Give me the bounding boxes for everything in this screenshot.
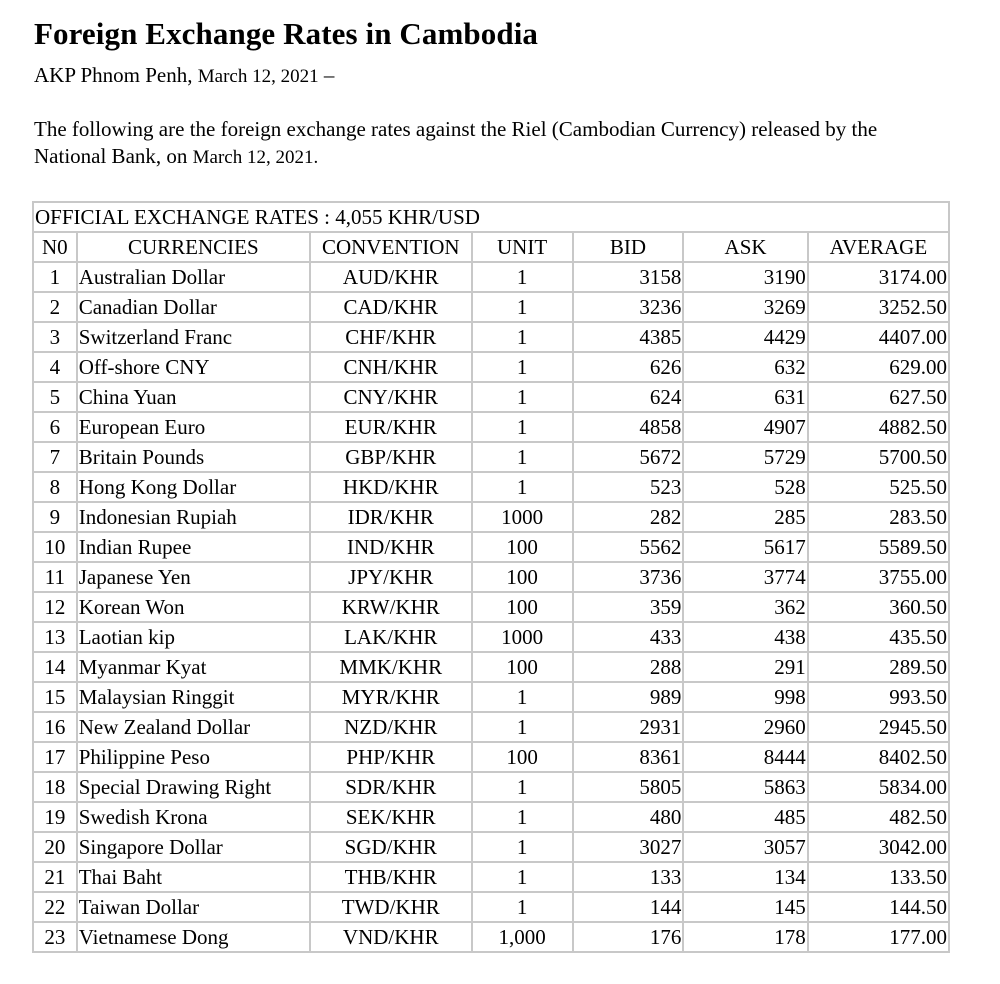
cell-currency: Special Drawing Right (77, 772, 310, 802)
cell-ask: 3190 (683, 262, 807, 292)
cell-bid: 433 (573, 622, 684, 652)
cell-convention: IDR/KHR (310, 502, 472, 532)
cell-no: 19 (33, 802, 77, 832)
table-row (33, 262, 949, 292)
cell-bid: 4385 (573, 322, 684, 352)
cell-no: 18 (33, 772, 77, 802)
cell-no: 13 (33, 622, 77, 652)
cell-currency: Australian Dollar (77, 262, 310, 292)
cell-unit: 1000 (472, 622, 573, 652)
cell-bid: 359 (573, 592, 684, 622)
cell-average: 3252.50 (808, 292, 949, 322)
table-row (33, 532, 949, 562)
cell-currency: Myanmar Kyat (77, 652, 310, 682)
table-row (33, 682, 949, 712)
official-rate-label: OFFICIAL EXCHANGE RATES : 4,055 KHR/USD (33, 202, 949, 232)
cell-bid: 3736 (573, 562, 684, 592)
cell-unit: 100 (472, 592, 573, 622)
cell-bid: 2931 (573, 712, 684, 742)
cell-ask: 362 (683, 592, 807, 622)
cell-currency: Indonesian Rupiah (77, 502, 310, 532)
cell-no: 1 (33, 262, 77, 292)
table-row (33, 502, 949, 532)
cell-no: 11 (33, 562, 77, 592)
cell-average: 283.50 (808, 502, 949, 532)
cell-convention: GBP/KHR (310, 442, 472, 472)
cell-bid: 626 (573, 352, 684, 382)
cell-currency: Swedish Krona (77, 802, 310, 832)
cell-ask: 291 (683, 652, 807, 682)
table-row (33, 562, 949, 592)
cell-average: 289.50 (808, 652, 949, 682)
cell-no: 4 (33, 352, 77, 382)
official-rate-row (33, 202, 949, 232)
cell-ask: 528 (683, 472, 807, 502)
cell-unit: 1 (472, 712, 573, 742)
table-row (33, 352, 949, 382)
cell-ask: 5863 (683, 772, 807, 802)
cell-unit: 1 (472, 292, 573, 322)
cell-unit: 1 (472, 802, 573, 832)
cell-unit: 1 (472, 262, 573, 292)
table-row (33, 652, 949, 682)
cell-no: 23 (33, 922, 77, 952)
table-row (33, 802, 949, 832)
cell-no: 14 (33, 652, 77, 682)
cell-no: 12 (33, 592, 77, 622)
cell-currency: Vietnamese Dong (77, 922, 310, 952)
cell-average: 4407.00 (808, 322, 949, 352)
cell-ask: 3269 (683, 292, 807, 322)
table-row (33, 412, 949, 442)
cell-ask: 438 (683, 622, 807, 652)
cell-convention: CAD/KHR (310, 292, 472, 322)
cell-average: 4882.50 (808, 412, 949, 442)
header-unit: UNIT (472, 232, 573, 262)
cell-no: 8 (33, 472, 77, 502)
cell-ask: 2960 (683, 712, 807, 742)
cell-convention: VND/KHR (310, 922, 472, 952)
cell-no: 21 (33, 862, 77, 892)
cell-ask: 8444 (683, 742, 807, 772)
cell-unit: 1 (472, 862, 573, 892)
cell-ask: 5729 (683, 442, 807, 472)
cell-bid: 624 (573, 382, 684, 412)
cell-unit: 100 (472, 532, 573, 562)
cell-unit: 1 (472, 472, 573, 502)
cell-currency: Taiwan Dollar (77, 892, 310, 922)
cell-average: 3755.00 (808, 562, 949, 592)
cell-convention: CNY/KHR (310, 382, 472, 412)
cell-ask: 145 (683, 892, 807, 922)
cell-unit: 1 (472, 382, 573, 412)
cell-bid: 4858 (573, 412, 684, 442)
cell-currency: European Euro (77, 412, 310, 442)
cell-convention: EUR/KHR (310, 412, 472, 442)
cell-average: 5700.50 (808, 442, 949, 472)
cell-no: 16 (33, 712, 77, 742)
cell-bid: 3027 (573, 832, 684, 862)
cell-bid: 3158 (573, 262, 684, 292)
cell-bid: 5805 (573, 772, 684, 802)
cell-currency: Britain Pounds (77, 442, 310, 472)
cell-unit: 100 (472, 742, 573, 772)
cell-bid: 282 (573, 502, 684, 532)
cell-ask: 3774 (683, 562, 807, 592)
cell-no: 5 (33, 382, 77, 412)
cell-bid: 288 (573, 652, 684, 682)
intro-date: March 12, 2021. (192, 147, 319, 168)
cell-average: 629.00 (808, 352, 949, 382)
cell-bid: 989 (573, 682, 684, 712)
cell-unit: 1 (472, 352, 573, 382)
page-title: Foreign Exchange Rates in Cambodia (34, 16, 539, 51)
cell-currency: Hong Kong Dollar (77, 472, 310, 502)
cell-convention: SDR/KHR (310, 772, 472, 802)
cell-currency: Off-shore CNY (77, 352, 310, 382)
cell-convention: CNH/KHR (310, 352, 472, 382)
header-convention: CONVENTION (310, 232, 472, 262)
cell-average: 144.50 (808, 892, 949, 922)
header-no: N0 (33, 232, 77, 262)
byline-dash: – (323, 63, 335, 87)
cell-convention: PHP/KHR (310, 742, 472, 772)
cell-unit: 100 (472, 562, 573, 592)
cell-unit: 1 (472, 442, 573, 472)
cell-convention: MYR/KHR (310, 682, 472, 712)
cell-ask: 285 (683, 502, 807, 532)
cell-bid: 3236 (573, 292, 684, 322)
header-bid: BID (573, 232, 684, 262)
table-row (33, 622, 949, 652)
cell-ask: 4907 (683, 412, 807, 442)
cell-currency: Canadian Dollar (77, 292, 310, 322)
table-row (33, 862, 949, 892)
header-currencies: CURRENCIES (77, 232, 310, 262)
cell-currency: Japanese Yen (77, 562, 310, 592)
table-row (33, 772, 949, 802)
table-row (33, 742, 949, 772)
cell-convention: IND/KHR (310, 532, 472, 562)
cell-average: 8402.50 (808, 742, 949, 772)
cell-currency: Korean Won (77, 592, 310, 622)
cell-currency: China Yuan (77, 382, 310, 412)
cell-average: 5589.50 (808, 532, 949, 562)
cell-ask: 134 (683, 862, 807, 892)
cell-average: 525.50 (808, 472, 949, 502)
cell-convention: CHF/KHR (310, 322, 472, 352)
cell-no: 2 (33, 292, 77, 322)
cell-currency: Switzerland Franc (77, 322, 310, 352)
cell-convention: KRW/KHR (310, 592, 472, 622)
cell-average: 5834.00 (808, 772, 949, 802)
table-body (33, 262, 949, 952)
table-row (33, 292, 949, 322)
cell-ask: 998 (683, 682, 807, 712)
article (34, 0, 964, 171)
cell-convention: SEK/KHR (310, 802, 472, 832)
table-row (33, 892, 949, 922)
intro-text: The following are the foreign exchange rates against the Riel (Cambodian Currency) released by the National Bank, on (34, 117, 878, 168)
cell-no: 3 (33, 322, 77, 352)
cell-currency: Thai Baht (77, 862, 310, 892)
cell-convention: NZD/KHR (310, 712, 472, 742)
cell-convention: HKD/KHR (310, 472, 472, 502)
cell-unit: 100 (472, 652, 573, 682)
cell-convention: TWD/KHR (310, 892, 472, 922)
table-row (33, 472, 949, 502)
cell-convention: JPY/KHR (310, 562, 472, 592)
cell-ask: 3057 (683, 832, 807, 862)
cell-no: 15 (33, 682, 77, 712)
cell-bid: 523 (573, 472, 684, 502)
byline-source: AKP Phnom Penh, (34, 63, 193, 87)
cell-average: 435.50 (808, 622, 949, 652)
cell-currency: Singapore Dollar (77, 832, 310, 862)
table-row (33, 922, 949, 952)
cell-convention: LAK/KHR (310, 622, 472, 652)
cell-currency: Laotian kip (77, 622, 310, 652)
table-row (33, 592, 949, 622)
table-row (33, 832, 949, 862)
intro-paragraph (34, 116, 954, 171)
cell-convention: AUD/KHR (310, 262, 472, 292)
cell-no: 20 (33, 832, 77, 862)
cell-bid: 133 (573, 862, 684, 892)
cell-bid: 5672 (573, 442, 684, 472)
table-row (33, 322, 949, 352)
cell-ask: 5617 (683, 532, 807, 562)
cell-bid: 144 (573, 892, 684, 922)
cell-bid: 480 (573, 802, 684, 832)
header-average: AVERAGE (808, 232, 949, 262)
cell-ask: 485 (683, 802, 807, 832)
table-row (33, 712, 949, 742)
cell-no: 9 (33, 502, 77, 532)
header-ask: ASK (683, 232, 807, 262)
cell-average: 3174.00 (808, 262, 949, 292)
cell-convention: MMK/KHR (310, 652, 472, 682)
cell-no: 6 (33, 412, 77, 442)
cell-average: 3042.00 (808, 832, 949, 862)
cell-average: 993.50 (808, 682, 949, 712)
cell-average: 2945.50 (808, 712, 949, 742)
cell-currency: Philippine Peso (77, 742, 310, 772)
byline-date: March 12, 2021 (197, 66, 319, 87)
cell-no: 17 (33, 742, 77, 772)
cell-unit: 1 (472, 892, 573, 922)
cell-average: 627.50 (808, 382, 949, 412)
cell-currency: Indian Rupee (77, 532, 310, 562)
cell-convention: THB/KHR (310, 862, 472, 892)
cell-no: 22 (33, 892, 77, 922)
cell-bid: 176 (573, 922, 684, 952)
cell-ask: 632 (683, 352, 807, 382)
table-row (33, 442, 949, 472)
cell-unit: 1,000 (472, 922, 573, 952)
cell-average: 360.50 (808, 592, 949, 622)
cell-ask: 631 (683, 382, 807, 412)
cell-average: 177.00 (808, 922, 949, 952)
cell-unit: 1 (472, 682, 573, 712)
cell-ask: 178 (683, 922, 807, 952)
cell-unit: 1 (472, 412, 573, 442)
cell-average: 482.50 (808, 802, 949, 832)
cell-ask: 4429 (683, 322, 807, 352)
cell-bid: 8361 (573, 742, 684, 772)
cell-average: 133.50 (808, 862, 949, 892)
cell-unit: 1 (472, 832, 573, 862)
cell-no: 7 (33, 442, 77, 472)
cell-bid: 5562 (573, 532, 684, 562)
cell-convention: SGD/KHR (310, 832, 472, 862)
exchange-rates-table (32, 201, 950, 953)
table-row (33, 382, 949, 412)
table-header-row (33, 232, 949, 262)
cell-currency: New Zealand Dollar (77, 712, 310, 742)
cell-no: 10 (33, 532, 77, 562)
cell-unit: 1 (472, 322, 573, 352)
byline (34, 62, 964, 90)
cell-unit: 1 (472, 772, 573, 802)
cell-unit: 1000 (472, 502, 573, 532)
cell-currency: Malaysian Ringgit (77, 682, 310, 712)
